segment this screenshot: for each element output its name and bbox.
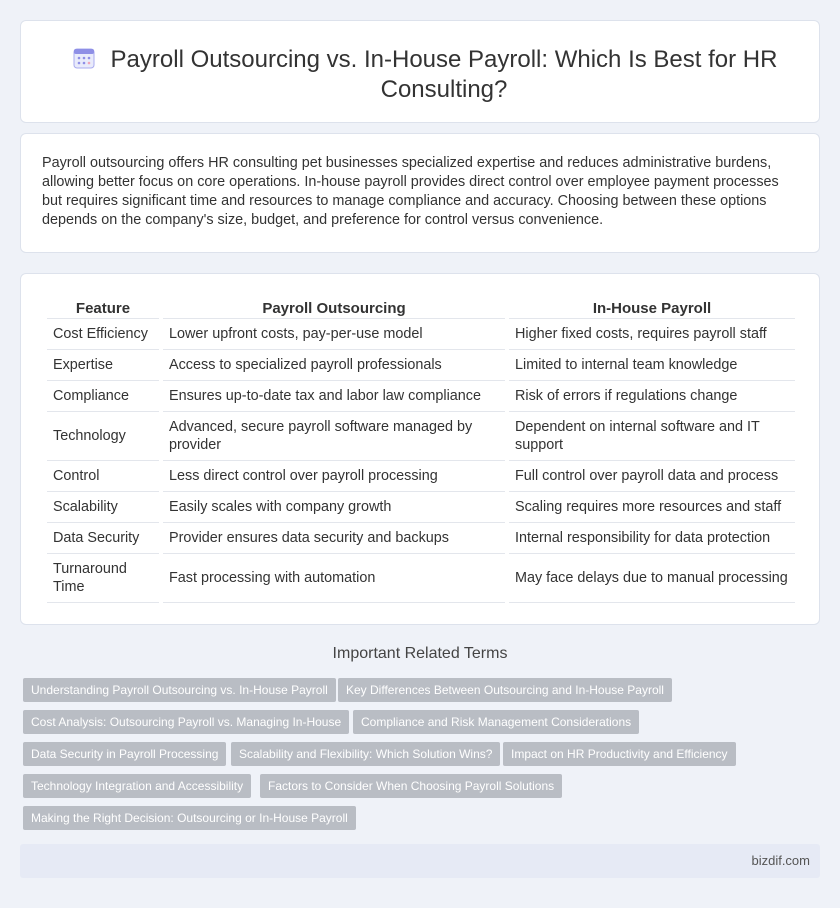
table-row <box>47 380 795 411</box>
related-tag[interactable]: Key Differences Between Outsourcing and In-House Payroll <box>338 678 672 702</box>
related-tag[interactable]: Scalability and Flexibility: Which Solution Wins? <box>231 742 500 766</box>
related-tag[interactable]: Understanding Payroll Outsourcing vs. In-House Payroll <box>23 678 336 702</box>
feature-cell: Data Security <box>47 522 159 553</box>
in-house-cell: Dependent on internal software and IT support <box>509 411 795 460</box>
table-row <box>47 349 795 380</box>
related-tag[interactable]: Technology Integration and Accessibility <box>23 774 251 798</box>
outsourcing-cell: Lower upfront costs, pay-per-use model <box>163 318 505 349</box>
outsourcing-cell: Fast processing with automation <box>163 553 505 603</box>
header-feature: Feature <box>75 299 131 317</box>
table-row <box>47 460 795 491</box>
outsourcing-cell: Advanced, secure payroll software managed by provider <box>163 411 505 460</box>
outsourcing-cell: Less direct control over payroll processing <box>163 460 505 491</box>
related-tag[interactable]: Compliance and Risk Management Considerations <box>353 710 639 734</box>
in-house-cell: Limited to internal team knowledge <box>509 349 795 380</box>
table-row <box>47 411 795 460</box>
related-tag[interactable]: Impact on HR Productivity and Efficiency <box>503 742 736 766</box>
feature-cell: Turnaround Time <box>47 553 159 603</box>
page-title: Payroll Outsourcing vs. In-House Payroll: Which Is Best for HR Consulting? <box>110 46 778 103</box>
related-tag[interactable]: Cost Analysis: Outsourcing Payroll vs. Managing In-House <box>23 710 349 734</box>
table-row <box>47 553 795 603</box>
related-tag[interactable]: Making the Right Decision: Outsourcing or In-House Payroll <box>23 806 356 830</box>
outsourcing-cell: Provider ensures data security and backups <box>163 522 505 553</box>
related-tag[interactable]: Factors to Consider When Choosing Payroll Solutions <box>260 774 562 798</box>
table-row <box>47 491 795 522</box>
related-terms-title: Important Related Terms <box>332 645 508 662</box>
feature-cell: Expertise <box>47 349 159 380</box>
feature-cell: Compliance <box>47 380 159 411</box>
in-house-cell: Internal responsibility for data protection <box>509 522 795 553</box>
related-tag[interactable]: Data Security in Payroll Processing <box>23 742 226 766</box>
feature-cell: Cost Efficiency <box>47 318 159 349</box>
footer-bar <box>20 844 820 878</box>
in-house-cell: Scaling requires more resources and staff <box>509 491 795 522</box>
table-row <box>47 522 795 553</box>
feature-cell: Technology <box>47 411 159 460</box>
feature-cell: Control <box>47 460 159 491</box>
table-row <box>47 318 795 349</box>
outsourcing-cell: Ensures up-to-date tax and labor law compliance <box>163 380 505 411</box>
in-house-cell: Higher fixed costs, requires payroll staff <box>509 318 795 349</box>
feature-cell: Scalability <box>47 491 159 522</box>
comparison-table <box>43 296 799 603</box>
in-house-cell: Full control over payroll data and process <box>509 460 795 491</box>
header-outsourcing: Payroll Outsourcing <box>262 299 406 317</box>
intro-paragraph: Payroll outsourcing offers HR consulting pet businesses specialized expertise and reduces administrative burdens, allowing better focus on core operations. In-house payroll provides direct control over employee payment processes but requires significant time and resources to manage compliance and accuracy. Choosing between these options depends on the company's size, budget, and preference for control versus convenience. <box>42 155 779 228</box>
footer-site-link[interactable]: bizdif.com <box>751 853 810 868</box>
in-house-cell: Risk of errors if regulations change <box>509 380 795 411</box>
table-header-row <box>47 296 795 318</box>
outsourcing-cell: Easily scales with company growth <box>163 491 505 522</box>
in-house-cell: May face delays due to manual processing <box>509 553 795 603</box>
intro-card <box>20 133 820 253</box>
header-in-house: In-House Payroll <box>592 299 712 317</box>
title-card <box>20 20 820 123</box>
outsourcing-cell: Access to specialized payroll professionals <box>163 349 505 380</box>
comparison-card <box>20 273 820 625</box>
